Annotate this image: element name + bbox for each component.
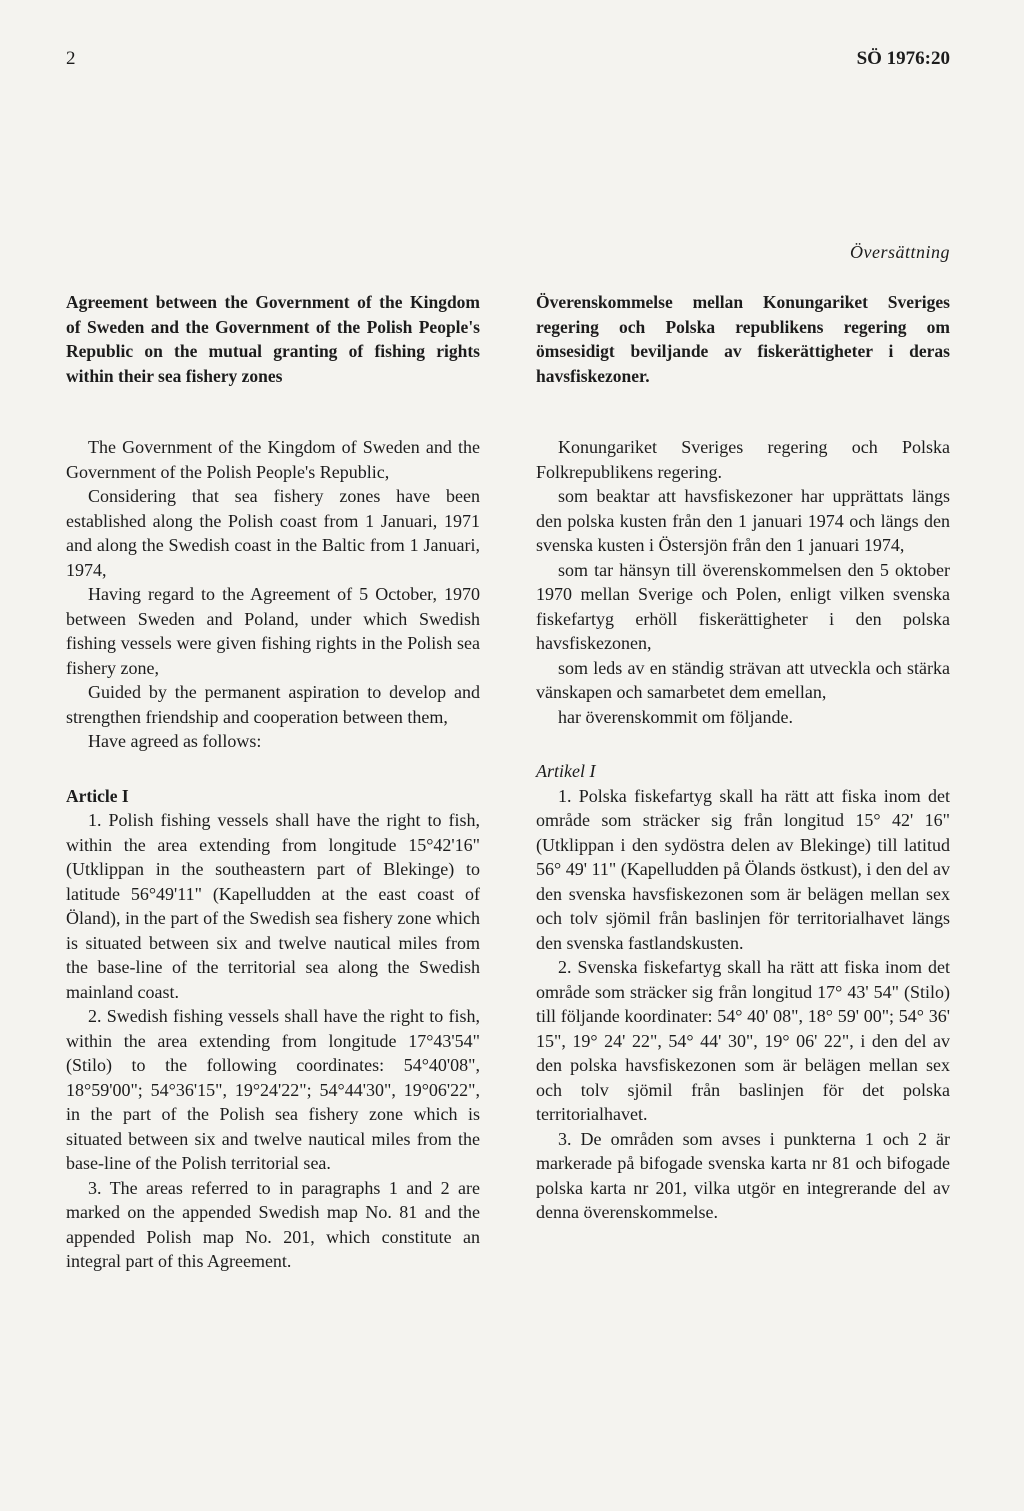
english-article-paragraph: 3. The areas referred to in paragraphs 1 and 2 are marked on the appended Swedish map No. 81 and the appended Polish map No. 201, which constitute an integral part of this Agreement. <box>66 1177 480 1271</box>
english-article-heading: Article I <box>66 785 129 806</box>
swedish-article-paragraph: 1. Polska fiskefartyg skall ha rätt att fiska inom det område som sträcker sig från longitud 15° 42' 16" (Utklippan i den sydöstra delen av Blekinge) till latitud 56° 49' 11" (Kapelludden på Ölands östkust), i den del av den svenska havsfiskezonen som är belägen mellan sex och tolv sjömil från baslinjen för territorialhavet längs den svenska fastlandskusten. <box>536 785 950 953</box>
swedish-preamble-paragraph: som tar hänsyn till överenskommelsen den 5 oktober 1970 mellan Sverige och Polen, enligt vilken svenska fiskefartyg erhöll fiskerättigheter i den polska havsfiskezonen, <box>536 559 950 653</box>
translation-label: Översättning <box>850 242 950 262</box>
english-preamble-paragraph: Guided by the permanent aspiration to develop and strengthen friendship and cooperation between them, <box>66 682 480 727</box>
swedish-preamble-paragraph: som beaktar att havsfiskezoner har upprättats längs den polska kusten från den 1 januari 1974 och längs den svenska kusten i Östersjön från den 1 januari 1974, <box>536 486 950 555</box>
swedish-column <box>536 290 950 1225</box>
document-reference: SÖ 1976:20 <box>856 48 950 69</box>
english-title: Agreement between the Government of the Kingdom of Sweden and the Government of the Polish People's Republic on the mutual granting of fishing rights within their sea fishery zones <box>66 292 480 386</box>
swedish-preamble-paragraph: Konungariket Sveriges regering och Polska Folkrepublikens regering. <box>536 437 950 482</box>
english-preamble-paragraph: Considering that sea fishery zones have been established along the Polish coast from 1 Januari, 1971 and along the Swedish coast in the Baltic from 1 Januari, 1974, <box>66 486 480 580</box>
swedish-preamble-paragraph: har överenskommit om följande. <box>558 706 793 727</box>
swedish-article-paragraph: 2. Svenska fiskefartyg skall ha rätt att fiska inom det område som sträcker sig från longitud 17° 43' 54" (Stilo) till följande koordinater: 54° 40' 08", 18° 59' 00"; 54° 36' 15", 19° 24' 22", 54° 44' 30", 19° 06' 22", i den del av den polska havsfiskezonen som är belägen mellan sex och tolv sjömil från baslinjen för det polska territorialhavet. <box>536 957 950 1124</box>
swedish-title: Överenskommelse mellan Konungariket Sveriges regering och Polska republikens regering om ömsesidigt beviljande av fiskerättigheter i deras havsfiskezoner. <box>536 292 950 386</box>
swedish-preamble-paragraph: som leds av en ständig strävan att utveckla och stärka vänskapen och samarbetet dem emellan, <box>536 657 950 702</box>
swedish-article-paragraph: 3. De områden som avses i punkterna 1 och 2 är markerade på bifogade svenska karta nr 81 och bifogade polska karta nr 201, vilka utgör en integrerande del av denna överenskommelse. <box>536 1128 950 1222</box>
english-article-paragraph: 2. Swedish fishing vessels shall have the right to fish, within the area extending from longitude 17°43'54" (Stilo) to the following coordinates: 54°40'08", 18°59'00"; 54°36'15", 19°24'22"; 54°44'30", 19°06'22", in the part of the Polish sea fishery zone which is situated between six and twelve nautical miles from the base-line of the Polish territorial sea. <box>66 1006 480 1173</box>
english-column <box>66 290 480 1274</box>
english-article-paragraph: 1. Polish fishing vessels shall have the right to fish, within the area extending from longitude 15°42'16" (Utklippan in the southeastern part of Blekinge) to latitude 56°49'11" (Kapelludden at the east coast of Öland), in the part of the Swedish sea fishery zone which is situated between six and twelve nautical miles from the base-line of the territorial sea along the Swedish mainland coast. <box>66 810 480 1002</box>
page-number: 2 <box>66 48 76 69</box>
english-preamble-paragraph: Having regard to the Agreement of 5 October, 1970 between Sweden and Poland, under which Swedish fishing vessels were given fishing rights in the Polish sea fishery zone, <box>66 584 480 678</box>
english-preamble-paragraph: Have agreed as follows: <box>88 731 262 751</box>
swedish-article-heading: Artikel I <box>536 761 596 781</box>
english-preamble-paragraph: The Government of the Kingdom of Sweden and the Government of the Polish People's Republic, <box>66 437 480 482</box>
